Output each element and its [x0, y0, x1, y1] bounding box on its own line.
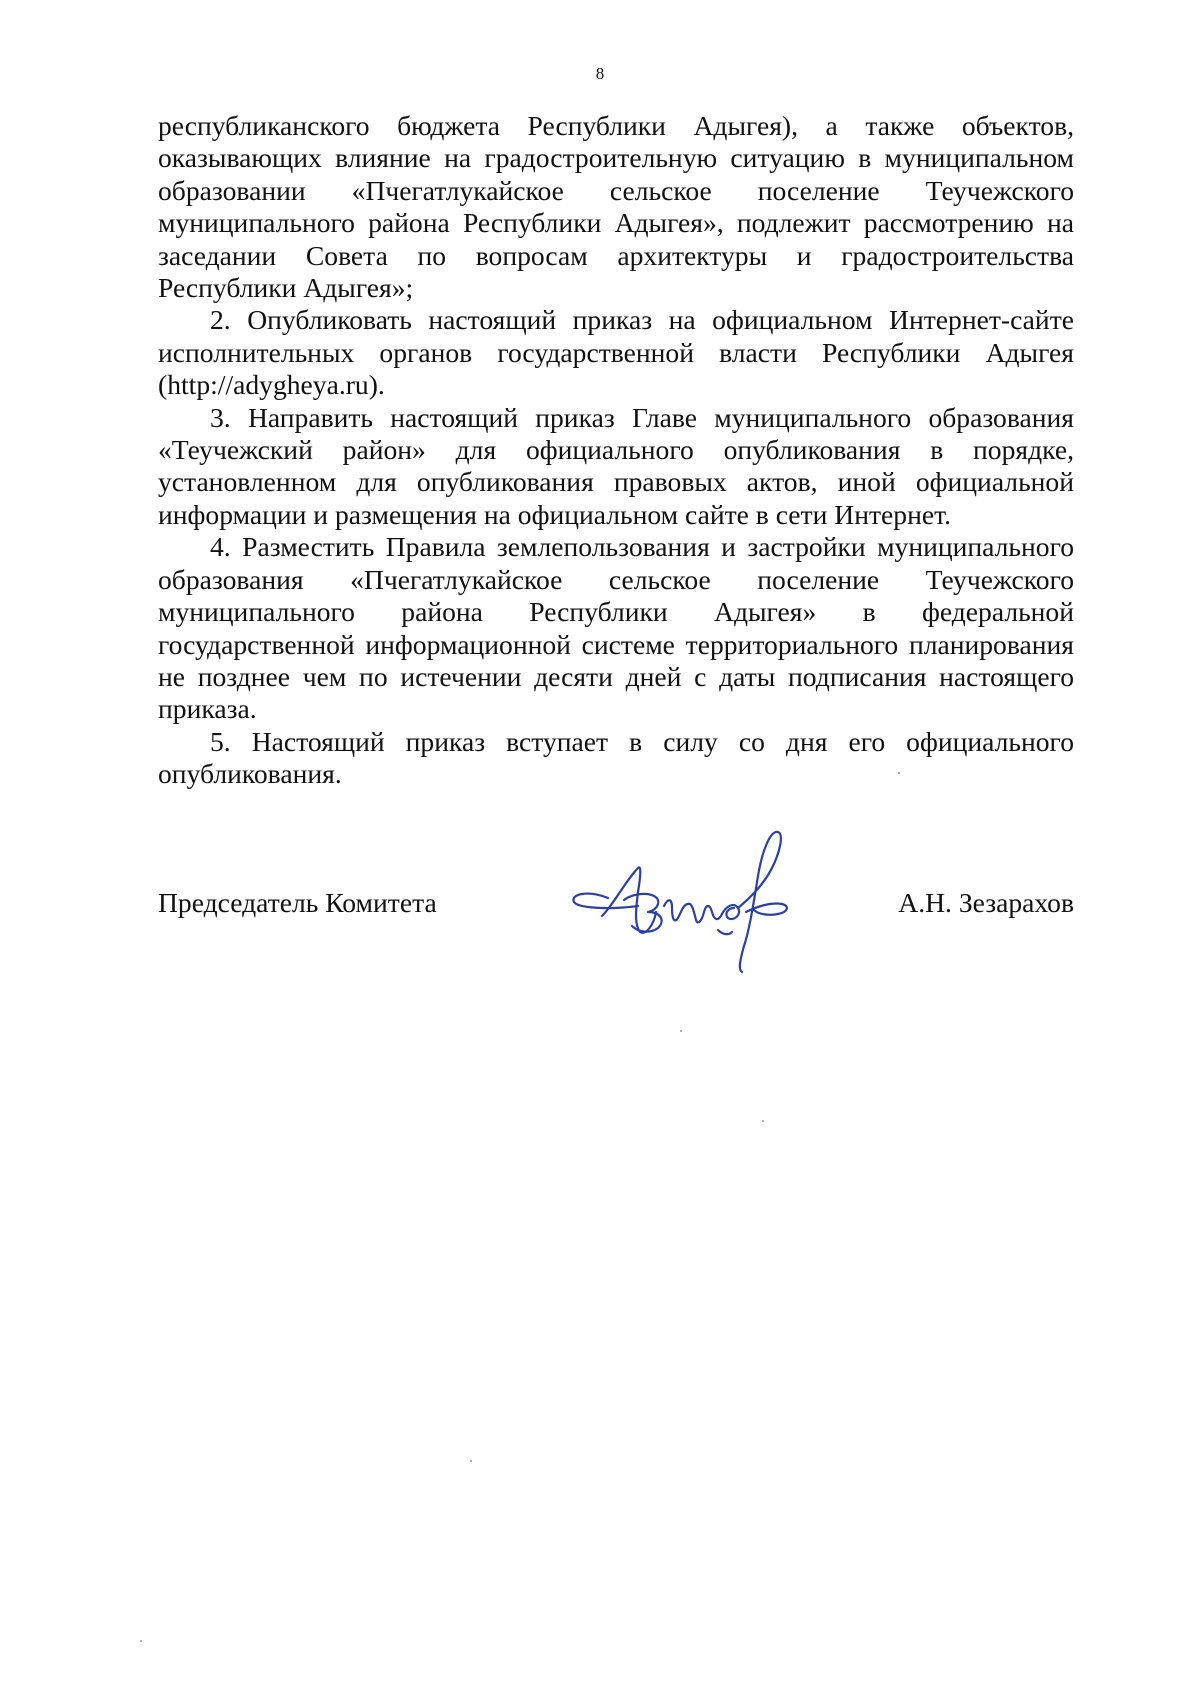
page-number: 8: [595, 64, 605, 83]
paragraph-continuation: республиканского бюджета Республики Адыгея), а также объектов, оказывающих влияние на градостроительную ситуацию в муниципальном образовании «Пчегатлукайское сельское поселение Теучежского муниципального района Республики Адыгея», подлежит рассмотрению на заседании Совета по вопросам архитектуры и градостроительства Республики Адыгея»;: [158, 110, 1074, 304]
paragraph-item-2: 2. Опубликовать настоящий приказ на официальном Интернет-сайте исполнительных органов государственной власти Республики Адыгея (http://adygheya.ru).: [158, 304, 1074, 401]
scan-speck: [140, 1640, 142, 1642]
paragraph-item-3: 3. Направить настоящий приказ Главе муниципального образования «Теучежский район» для официального опубликования в порядке, установленном для опубликования правовых актов, иной официальной информации и размещения на официальном сайте в сети Интернет.: [158, 401, 1074, 530]
signatory-role: Председатель Комитета: [158, 887, 437, 918]
handwritten-signature: [568, 828, 818, 978]
paragraph-item-4: 4. Разместить Правила землепользования и застройки муниципального образования «Пчегатлукайское сельское поселение Теучежского муниципального района Республики Адыгея» в федеральной государственной информационной системе территориального планирования не позднее чем по истечении десяти дней с даты подписания настоящего приказа.: [158, 531, 1074, 725]
scan-speck: [762, 1120, 764, 1122]
scan-speck: [470, 1460, 472, 1462]
document-body: [158, 110, 1074, 791]
scan-speck: [680, 1030, 682, 1032]
signatory-name: А.Н. Зезарахов: [898, 887, 1074, 918]
scan-speck: [898, 772, 900, 774]
paragraph-item-5: 5. Настоящий приказ вступает в силу со дня его официального опубликования.: [158, 725, 1074, 790]
